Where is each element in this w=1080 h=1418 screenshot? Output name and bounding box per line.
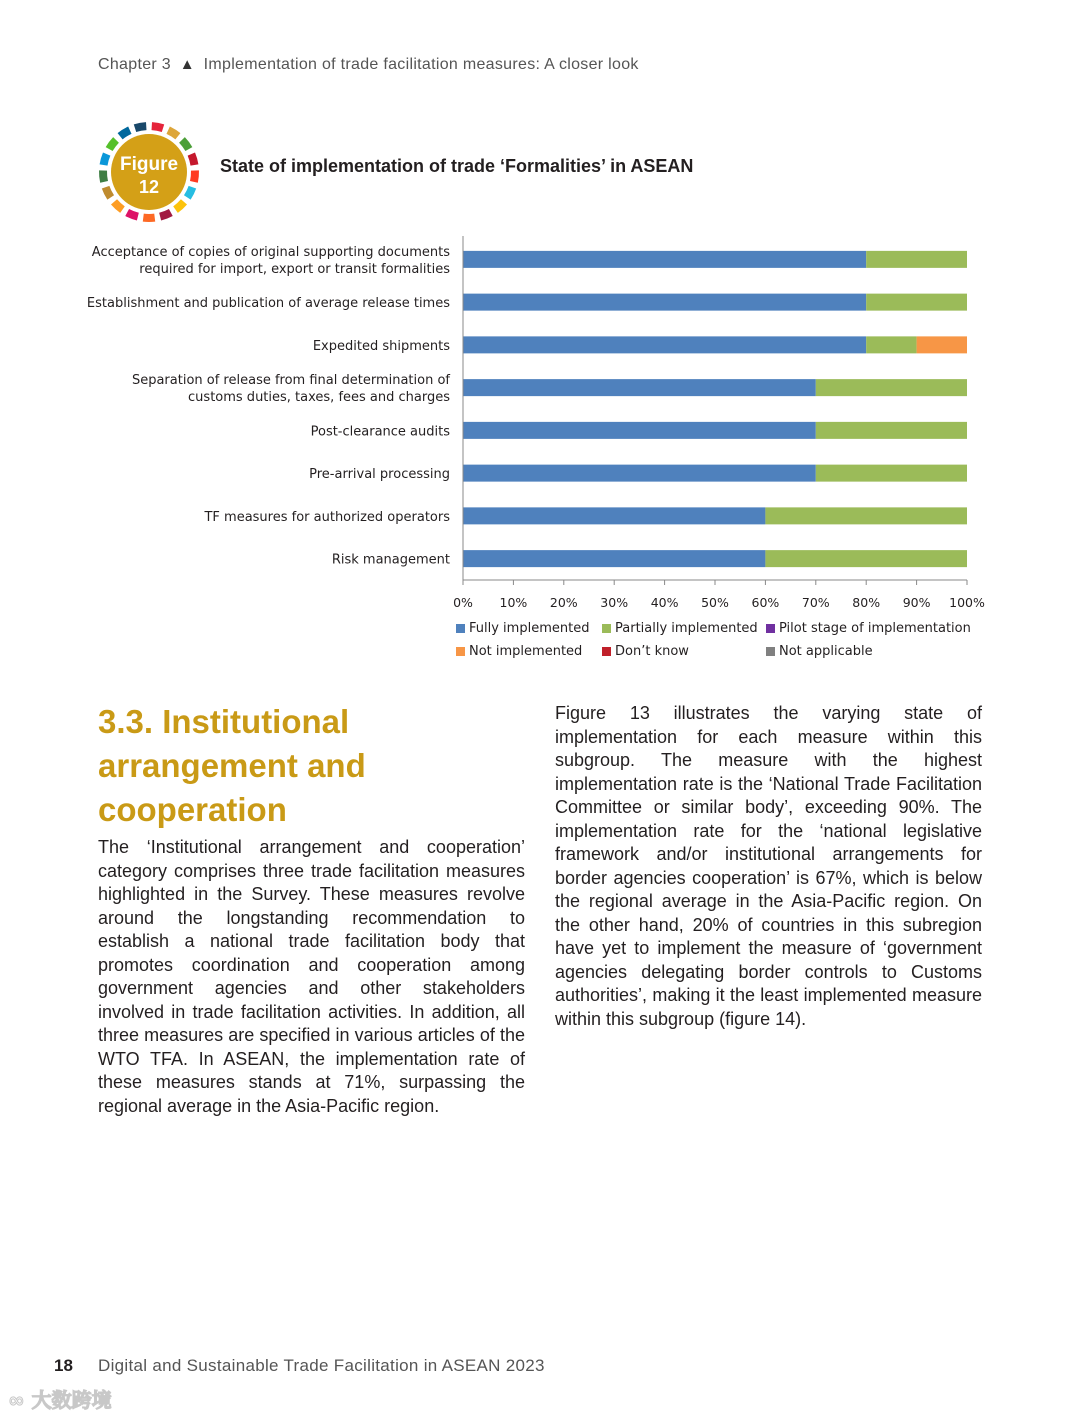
page-number: 18 [54, 1356, 73, 1375]
category-label-0-0: Acceptance of copies of original supporting documents [91, 244, 450, 260]
triangle-up-icon: ▲ [179, 56, 195, 73]
category-label-0-1: required for import, export or transit formalities [139, 261, 450, 277]
bar-segment-0-1 [463, 294, 866, 311]
x-tick-label-9: 90% [902, 595, 931, 610]
badge-ring-segment [125, 209, 139, 221]
legend-swatch [456, 647, 465, 656]
badge-ring-segment [99, 170, 108, 182]
bar-segment-0-7 [463, 550, 765, 567]
legend-swatch [766, 624, 775, 633]
section-heading [98, 700, 518, 832]
legend-fully-implemented: Fully implemented [456, 621, 589, 636]
category-label-3-0: Separation of release from final determination of [131, 373, 450, 389]
bar-segment-3-2 [917, 336, 967, 353]
section-heading-line: arrangement and [98, 747, 366, 784]
left-column-paragraph: The ‘Institutional arrangement and cooperation’ category comprises three trade facilitation measures highlighted in the Survey. These measures revolve around the longstanding recommendation to establish a national trade facilitation body that promotes coordination and cooperation among government agencies and other stakeholders involved in trade facilitation activities. In addition, all three measures are specified in various articles of the WTO TFA. In ASEAN, the implementation rate of these measures stands at 71%, surpassing the regional average in the Asia-Pacific region. [98, 837, 525, 1116]
x-tick-label-1: 10% [499, 595, 528, 610]
badge-ring-segment [179, 137, 192, 151]
x-tick-label-0: 0% [453, 595, 473, 610]
stacked-bar-chart [0, 225, 1080, 610]
legend-not-applicable: Not applicable [766, 644, 873, 659]
x-tick-label-4: 40% [650, 595, 679, 610]
x-tick-label-3: 30% [600, 595, 629, 610]
legend-swatch [456, 624, 465, 633]
category-label-3-1: customs duties, taxes, fees and charges [188, 390, 450, 406]
bar-segment-1-0 [866, 251, 967, 268]
legend-pilot-stage: Pilot stage of implementation [766, 621, 971, 636]
bar-segment-1-5 [816, 465, 967, 482]
bar-segment-0-2 [463, 336, 866, 353]
bar-segment-0-0 [463, 251, 866, 268]
category-label-4-0: Post-clearance audits [310, 424, 450, 440]
bar-segment-0-3 [463, 379, 816, 396]
badge-ring-segment [190, 170, 199, 182]
badge-ring-segment [188, 152, 199, 165]
bar-segment-1-7 [765, 550, 967, 567]
right-column-paragraph: Figure 13 illustrates the varying state of implementation for each measure within this subgroup. The measure with the highest implementation rate is the ‘National Trade Facilitation Committee or similar body’, exceeding 90%. The implementation rate for the ‘national legislative framework and/or institutional arrangements for border agencies cooperation’ is 67%, which is below the regional average in the Asia-Pacific region. On the other hand, 20% of countries in this subregion have yet to implement the measure of ‘government agencies delegating border controls to Customs authorities’, making it the least implemented measure within this subgroup (figure 14). [555, 703, 982, 1029]
running-header [98, 56, 639, 74]
category-label-1-0: Establishment and publication of average release times [86, 296, 450, 312]
bar-segment-1-6 [765, 507, 967, 524]
category-label-7-0: Risk management [331, 552, 450, 568]
badge-ring-segment [100, 152, 111, 165]
badge-ring-segment [106, 137, 119, 151]
watermark-logo-icon: ∞ [8, 1388, 25, 1412]
badge-ring-segment [143, 214, 155, 222]
bar-segment-1-2 [866, 336, 916, 353]
bar-segment-1-4 [816, 422, 967, 439]
legend-swatch [602, 647, 611, 656]
x-tick-label-6: 60% [751, 595, 780, 610]
footer-title: Digital and Sustainable Trade Facilitation in ASEAN 2023 [98, 1356, 545, 1375]
legend-dont-know: Don’t know [602, 644, 689, 659]
badge-ring-segment [134, 122, 147, 132]
bar-segment-1-3 [816, 379, 967, 396]
category-label-6-0: TF measures for authorized operators [204, 509, 450, 525]
badge-ring-segment [173, 199, 187, 213]
x-tick-label-7: 70% [801, 595, 830, 610]
bar-segment-0-6 [463, 507, 765, 524]
badge-ring-segment [152, 122, 165, 132]
legend-not-implemented: Not implemented [456, 644, 582, 659]
legend-partially-implemented: Partially implemented [602, 621, 758, 636]
bar-segment-1-1 [866, 294, 967, 311]
figure-label: Figure [119, 154, 179, 175]
figure-title: State of implementation of trade ‘Formalities’ in ASEAN [220, 156, 694, 176]
section-heading-line: 3.3. Institutional [98, 703, 350, 740]
x-tick-label-5: 50% [701, 595, 729, 610]
figure-badge [98, 121, 200, 223]
section-heading-line: cooperation [98, 791, 287, 828]
category-label-5-0: Pre-arrival processing [309, 467, 450, 483]
legend-swatch [602, 624, 611, 633]
x-tick-label-2: 20% [549, 595, 578, 610]
legend-swatch [766, 647, 775, 656]
bar-segment-0-5 [463, 465, 816, 482]
badge-ring-segment [184, 186, 196, 200]
chapter-label: Chapter 3 [98, 56, 171, 73]
badge-ring-segment [102, 186, 114, 200]
chapter-title: Implementation of trade facilitation measures: A closer look [203, 56, 639, 73]
category-label-2-0: Expedited shipments [312, 338, 450, 354]
badge-ring-segment [111, 199, 125, 213]
x-tick-label-10: 100% [949, 595, 985, 610]
watermark: ∞ 大数跨境 [8, 1388, 112, 1412]
badge-ring-segment [118, 127, 132, 140]
badge-ring-segment [159, 209, 173, 221]
badge-ring-segment [166, 127, 180, 140]
figure-number: 12 [138, 177, 160, 197]
bar-segment-0-4 [463, 422, 816, 439]
x-tick-label-8: 80% [852, 595, 881, 610]
